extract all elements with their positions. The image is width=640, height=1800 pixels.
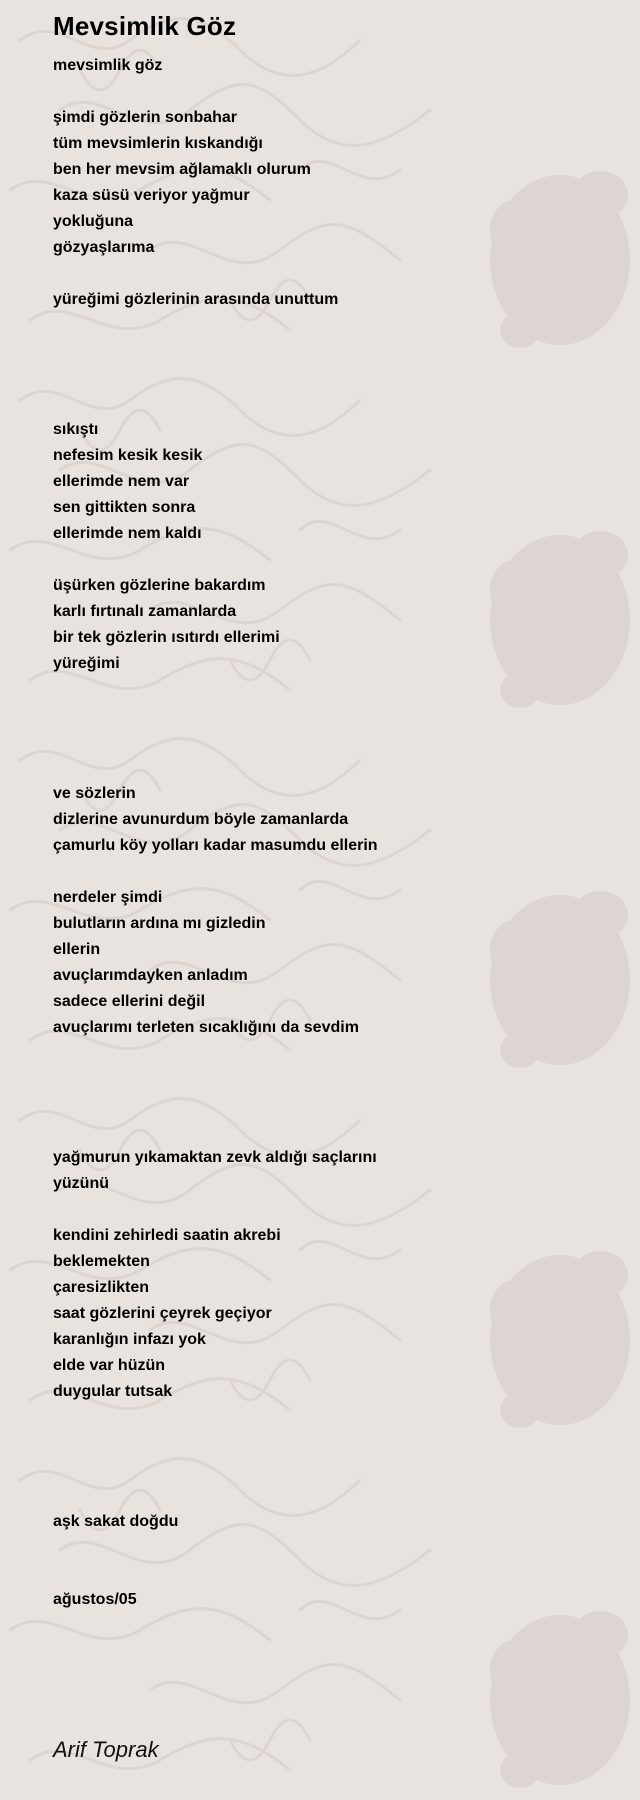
poem-line: ellerin xyxy=(53,941,101,958)
poem-line: üşürken gözlerine bakardım xyxy=(53,577,266,594)
stanza-break xyxy=(53,1197,378,1223)
poem-line: ellerimde nem var xyxy=(53,473,190,490)
poem-line: elde var hüzün xyxy=(53,1357,166,1374)
poem-line: dizlerine avunurdum böyle zamanlarda xyxy=(53,811,349,828)
poem-line: yüreğimi xyxy=(53,655,120,672)
poem-line: nerdeler şimdi xyxy=(53,889,163,906)
author-name: Arif Toprak xyxy=(53,1737,159,1762)
poem-line: avuçlarımı terleten sıcaklığını da sevdim xyxy=(53,1019,359,1036)
poem-line: karanlığın infazı yok xyxy=(53,1331,206,1348)
poem-line: karlı fırtınalı zamanlarda xyxy=(53,603,237,620)
stanza-break xyxy=(53,547,378,573)
stanza-break xyxy=(53,1483,378,1509)
poem-line: kaza süsü veriyor yağmur xyxy=(53,187,250,204)
page-title: Mevsimlik Göz xyxy=(53,11,237,41)
poem-line: ben her mevsim ağlamaklı olurum xyxy=(53,161,311,178)
poem-line: ellerimde nem kaldı xyxy=(53,525,202,542)
poem-line: gözyaşlarıma xyxy=(53,239,155,256)
stanza-break xyxy=(53,1405,378,1431)
poem-line: saat gözlerini çeyrek geçiyor xyxy=(53,1305,272,1322)
stanza-break xyxy=(53,313,378,339)
poem-line: yüreğimi gözlerinin arasında unuttum xyxy=(53,291,339,308)
stanza-break xyxy=(53,677,378,703)
poem-line: kendini zehirledi saatin akrebi xyxy=(53,1227,281,1244)
stanza-break xyxy=(53,1535,378,1561)
stanza-break xyxy=(53,1041,378,1067)
poem-line: sen gittikten sonra xyxy=(53,499,196,516)
poem-line: bulutların ardına mı gizledin xyxy=(53,915,266,932)
poem-line: çamurlu köy yolları kadar masumdu ellerin xyxy=(53,837,378,854)
stanza-break xyxy=(53,261,378,287)
poem-line: duygular tutsak xyxy=(53,1383,173,1400)
poem-line: yokluğuna xyxy=(53,213,134,230)
stanza-break xyxy=(53,859,378,885)
poem-line: sadece ellerini değil xyxy=(53,993,206,1010)
stanza-break xyxy=(53,339,378,365)
stanza-break xyxy=(53,729,378,755)
stanza-break xyxy=(53,365,378,391)
stanza-break xyxy=(53,1093,378,1119)
poem-line: beklemekten xyxy=(53,1253,150,1270)
poem-line: tüm mevsimlerin kıskandığı xyxy=(53,135,263,152)
stanza-break xyxy=(53,1431,378,1457)
stanza-break xyxy=(53,755,378,781)
poem-line: aşk sakat doğdu xyxy=(53,1513,179,1530)
poem-body xyxy=(53,53,378,1613)
stanza-break xyxy=(53,703,378,729)
stanza-break xyxy=(53,1561,378,1587)
stanza-break xyxy=(53,1457,378,1483)
poem-line: yağmurun yıkamaktan zevk aldığı saçlarını xyxy=(53,1149,377,1166)
poem-line: bir tek gözlerin ısıtırdı ellerimi xyxy=(53,629,280,646)
stanza-break xyxy=(53,1067,378,1093)
poem-line: avuçlarımdayken anladım xyxy=(53,967,248,984)
poem-line: şimdi gözlerin sonbahar xyxy=(53,109,238,126)
stanza-break xyxy=(53,79,378,105)
stanza-break xyxy=(53,1119,378,1145)
stanza-break xyxy=(53,391,378,417)
poem-line: mevsimlik göz xyxy=(53,57,163,74)
poem-line: ağustos/05 xyxy=(53,1591,137,1608)
poem-line: ve sözlerin xyxy=(53,785,136,802)
poem-line: sıkıştı xyxy=(53,421,99,438)
poem-line: yüzünü xyxy=(53,1175,109,1192)
poem-line: çaresizlikten xyxy=(53,1279,150,1296)
poem-line: nefesim kesik kesik xyxy=(53,447,203,464)
